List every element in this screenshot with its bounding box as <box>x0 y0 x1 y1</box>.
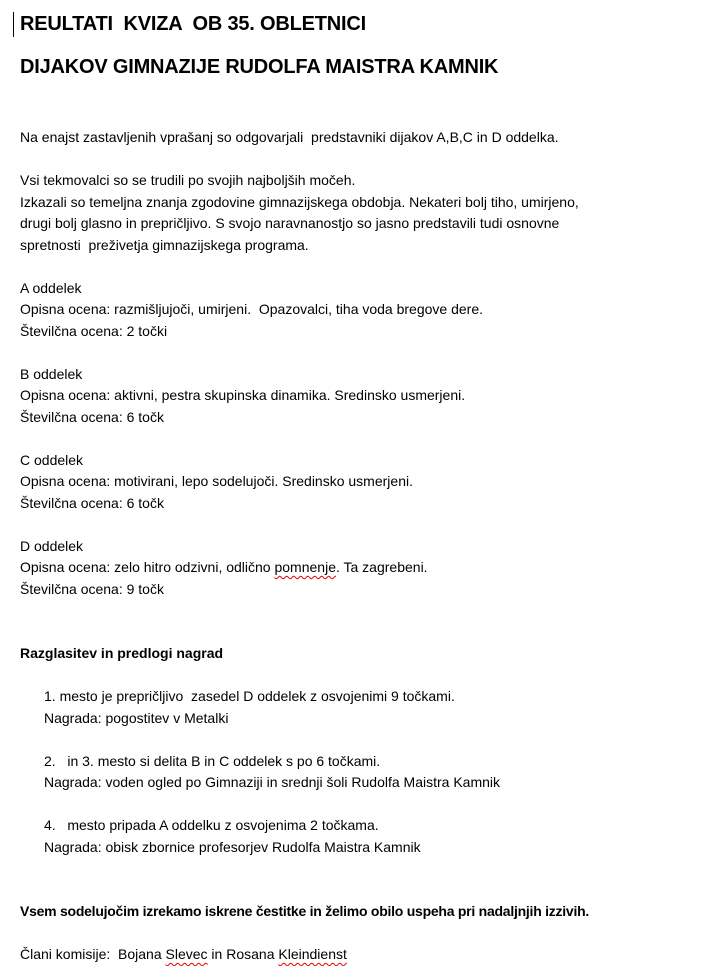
award-item-1 <box>20 686 691 729</box>
section-c-heading: C oddelek <box>20 451 84 468</box>
description-line-4: spretnosti preživetja gimnazijskega programa. <box>20 236 309 253</box>
misspelled-word-kleindienst: Kleindienst <box>278 946 347 962</box>
document-title-line-1: REULTATI KVIZA OB 35. OBLETNICI <box>20 13 366 35</box>
award-item-3-place: 4. mesto pripada A oddelku z osvojenima 2 točkama. <box>44 817 379 833</box>
section-c <box>20 450 691 515</box>
section-b-heading: B oddelek <box>20 365 83 382</box>
awards-heading: Razglasitev in predlogi nagrad <box>20 645 224 661</box>
section-b-numeric-score: Številčna ocena: 6 točk <box>20 408 164 425</box>
award-item-1-place: 1. mesto je prepričljivo zasedel D oddelek z osvojenimi 9 točkami. <box>44 688 455 704</box>
section-c-descriptive-grade: Opisna ocena: motivirani, lepo sodelujoči. Sredinsko usmerjeni. <box>20 473 413 489</box>
misspelled-word-slevec: Slevec <box>165 946 208 962</box>
description-paragraph <box>20 170 691 256</box>
misspelled-word-pomnenje: pomnenje <box>274 559 336 575</box>
section-c-numeric-score: Številčna ocena: 6 točk <box>20 494 164 511</box>
section-b-descriptive-grade: Opisna ocena: aktivni, pestra skupinska dinamika. Sredinsko usmerjeni. <box>20 387 466 403</box>
description-line-2: Izkazali so temeljna znanja zgodovine gimnazijskega obdobja. Nekateri bolj tiho, umirjeno, <box>20 193 579 210</box>
award-item-2 <box>20 751 691 794</box>
section-a <box>20 278 691 343</box>
text-cursor <box>13 12 14 37</box>
description-line-3: drugi bolj glasno in prepričljivo. S svojo naravnanostjo so jasno predstavili tudi osnovne <box>20 215 560 231</box>
section-d-heading: D oddelek <box>20 537 84 554</box>
committee-middle: in Rosana <box>207 946 279 962</box>
section-b <box>20 364 691 429</box>
section-a-numeric-score: Številčna ocena: 2 točki <box>20 322 168 339</box>
award-item-3-prize: Nagrada: obisk zbornice profesorjev Rudolfa Maistra Kamnik <box>44 838 421 855</box>
intro-paragraph: Na enajst zastavljenih vprašanj so odgovarjali predstavniki dijakov A,B,C in D oddelka. <box>20 129 559 145</box>
committee-label: Člani komisije: Bojana <box>20 946 166 962</box>
closing-congratulations: Vsem sodelujočim izrekamo iskrene čestitke in želimo obilo uspeha pri nadaljnjih izzivih. <box>20 903 590 919</box>
award-item-3 <box>20 815 691 858</box>
section-a-heading: A oddelek <box>20 279 82 296</box>
section-d-numeric-score: Številčna ocena: 9 točk <box>20 580 164 597</box>
document-title-line-2: DIJAKOV GIMNAZIJE RUDOLFA MAISTRA KAMNIK <box>20 56 499 78</box>
section-d-descriptive-grade-text: Opisna ocena: zelo hitro odzivni, odlično <box>20 559 275 575</box>
award-item-2-prize: Nagrada: voden ogled po Gimnaziji in srednji šoli Rudolfa Maistra Kamnik <box>44 774 501 790</box>
award-item-2-place: 2. in 3. mesto si delita B in C oddelek s po 6 točkami. <box>44 752 381 769</box>
section-a-descriptive-grade: Opisna ocena: razmišljujoči, umirjeni. Opazovalci, tiha voda bregove dere. <box>20 301 484 317</box>
section-d-descriptive-grade-tail: . Ta zagrebeni. <box>335 559 428 575</box>
section-d <box>20 536 691 601</box>
section-d-descriptive-grade <box>20 557 691 579</box>
award-item-1-prize: Nagrada: pogostitev v Metalki <box>44 709 229 726</box>
committee-line <box>20 944 691 966</box>
description-line-1: Vsi tekmovalci so se trudili po svojih najboljših močeh. <box>20 172 356 188</box>
